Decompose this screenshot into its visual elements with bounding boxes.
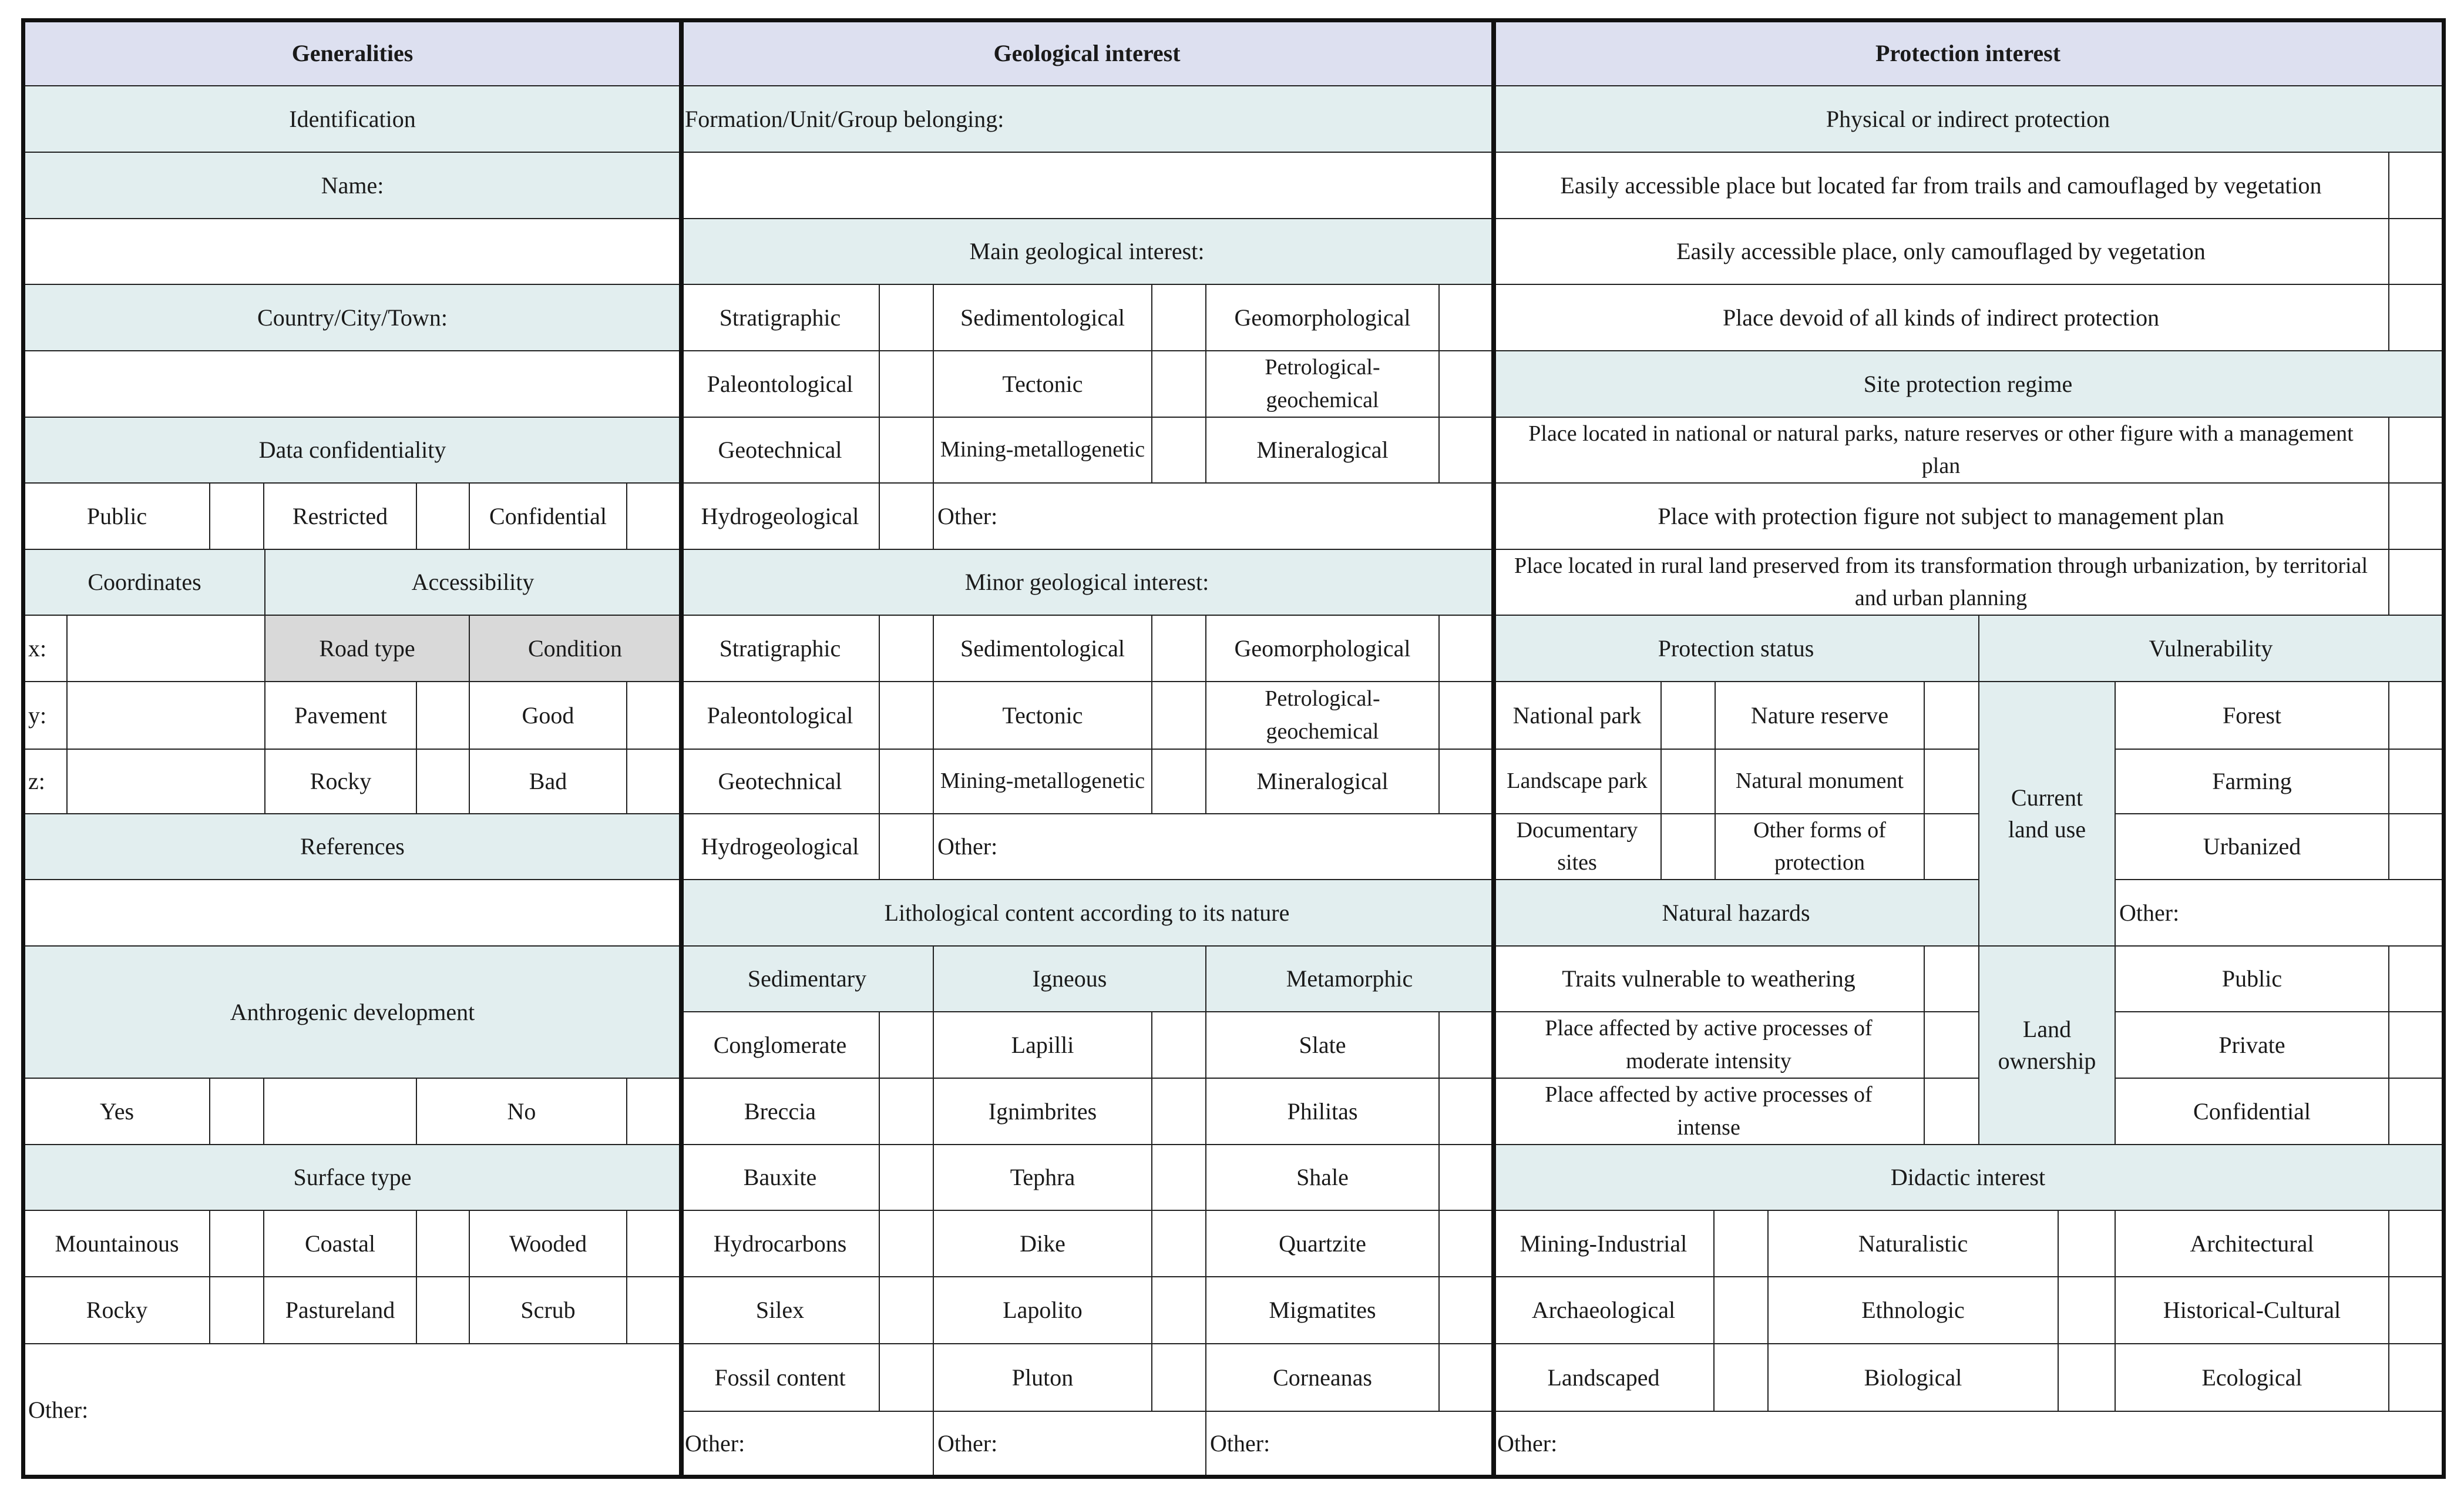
ownership-public: Public [2116,947,2389,1012]
physical-option: Easily accessible place but located far from trails and camouflaged by vegetation [1494,153,2389,219]
vulnerability-label: Vulnerability [1979,616,2443,682]
igneous-item: Tephra [934,1145,1152,1211]
checkbox-landscaped[interactable] [1715,1344,1769,1412]
checkbox-other-forms[interactable] [1925,814,1979,880]
minor-hydrogeological: Hydrogeological [681,814,880,880]
checkbox-hazard-weathering[interactable] [1925,947,1979,1012]
checkbox-metamorphic-item[interactable] [1440,1344,1494,1412]
sedimentary-other-field[interactable]: Other: [681,1412,934,1476]
metamorphic-item: Migmatites [1206,1277,1440,1344]
igneous-other-field[interactable]: Other: [934,1412,1206,1476]
didactic-biological: Biological [1769,1344,2059,1412]
checkbox-rocky-road[interactable] [417,750,470,814]
checkbox-wooded[interactable] [627,1211,681,1277]
main-interest-label: Main geological interest: [681,219,1494,285]
coord-y-label: y: [23,682,68,750]
protection-regime-label: Site protection regime [1494,351,2443,418]
ownership-private: Private [2116,1012,2389,1079]
metamorphic-header: Metamorphic [1206,947,1494,1012]
checkbox-main-mining[interactable] [1152,418,1206,484]
checkbox-physical-option[interactable] [2389,153,2443,219]
anthropogenic-label: Anthrogenic development [23,947,681,1079]
sedimentary-item: Hydrocarbons [681,1211,880,1277]
main-sedimentological: Sedimentological [934,285,1152,351]
main-paleontological: Paleontological [681,351,880,418]
surface-scrub: Scrub [470,1277,627,1344]
checkbox-metamorphic-item[interactable] [1440,1277,1494,1344]
land-use-farming: Farming [2116,750,2389,814]
igneous-item: Ignimbrites [934,1079,1152,1145]
checkbox-regime-option[interactable] [2389,418,2443,484]
minor-sedimentological: Sedimentological [934,616,1152,682]
checkbox-main-geomorphological[interactable] [1440,285,1494,351]
name-label: Name: [23,153,681,219]
checkbox-pastureland[interactable] [417,1277,470,1344]
road-rocky: Rocky [265,750,417,814]
sedimentary-item: Fossil content [681,1344,880,1412]
checkbox-minor-petrological[interactable] [1440,682,1494,750]
checkbox-sedimentary-item[interactable] [880,1277,934,1344]
checkbox-ecological[interactable] [2389,1344,2443,1412]
main-stratigraphic: Stratigraphic [681,285,880,351]
igneous-header: Igneous [934,947,1206,1012]
checkbox-metamorphic-item[interactable] [1440,1211,1494,1277]
minor-stratigraphic: Stratigraphic [681,616,880,682]
surface-other-field[interactable]: Other: [23,1344,681,1476]
country-label: Country/City/Town: [23,285,681,351]
main-geomorphological: Geomorphological [1206,285,1440,351]
checkbox-igneous-item[interactable] [1152,1277,1206,1344]
checkbox-ownership-confidential[interactable] [2389,1079,2443,1145]
sedimentary-item: Bauxite [681,1145,880,1211]
option-yes: Yes [23,1079,210,1145]
coord-y-input[interactable] [68,682,265,750]
main-tectonic: Tectonic [934,351,1152,418]
checkbox-scrub[interactable] [627,1277,681,1344]
main-other-field[interactable]: Other: [934,484,1494,550]
minor-mineralogical: Mineralogical [1206,750,1440,814]
formation-input[interactable] [681,153,1494,219]
sedimentary-item: Conglomerate [681,1012,880,1079]
condition-good: Good [470,682,627,750]
metamorphic-item: Slate [1206,1012,1440,1079]
land-ownership-label: Land ownership [1979,947,2116,1145]
checkbox-minor-geomorphological[interactable] [1440,616,1494,682]
checkbox-physical-option[interactable] [2389,219,2443,285]
surface-pastureland: Pastureland [264,1277,417,1344]
checkbox-minor-mining[interactable] [1152,750,1206,814]
checkbox-good[interactable] [627,682,681,750]
lithological-label: Lithological content according to its nature [681,880,1494,947]
main-mineralogical: Mineralogical [1206,418,1440,484]
formation-label: Formation/Unit/Group belonging: [681,86,1494,153]
checkbox-hazard-intense[interactable] [1925,1079,1979,1145]
coordinates-label: Coordinates [23,550,265,616]
land-use-forest: Forest [2116,682,2389,750]
checkbox-hazard-moderate[interactable] [1925,1012,1979,1079]
checkbox-main-tectonic[interactable] [1152,351,1206,418]
sedimentary-header: Sedimentary [681,947,934,1012]
checkbox-minor-tectonic[interactable] [1152,682,1206,750]
minor-paleontological: Paleontological [681,682,880,750]
checkbox-main-paleontological[interactable] [880,351,934,418]
surface-type-label: Surface type [23,1145,681,1211]
checkbox-metamorphic-item[interactable] [1440,1145,1494,1211]
checkbox-sedimentary-item[interactable] [880,1211,934,1277]
surface-wooded: Wooded [470,1211,627,1277]
checkbox-ownership-public[interactable] [2389,947,2443,1012]
sedimentary-item: Breccia [681,1079,880,1145]
minor-tectonic: Tectonic [934,682,1152,750]
coord-x-label: x: [23,616,68,682]
checkbox-restricted[interactable] [417,484,470,550]
checkbox-biological[interactable] [2059,1344,2116,1412]
coord-z-input[interactable] [68,750,265,814]
main-mining: Mining-metallogenetic [934,418,1152,484]
checkbox-historical-cultural[interactable] [2389,1277,2443,1344]
checkbox-minor-sedimentological[interactable] [1152,616,1206,682]
didactic-architectural: Architectural [2116,1211,2389,1277]
references-label: References [23,814,681,880]
checkbox-archaeological[interactable] [1715,1277,1769,1344]
metamorphic-item: Corneanas [1206,1344,1440,1412]
status-nature-reserve: Nature reserve [1716,682,1925,750]
didactic-archaeological: Archaeological [1494,1277,1715,1344]
didactic-ecological: Ecological [2116,1344,2389,1412]
regime-option: Place located in rural land preserved from its transformation through urbanization, by territorial and urban planning [1494,550,2389,616]
checkbox-minor-hydrogeological[interactable] [880,814,934,880]
minor-interest-label: Minor geological interest: [681,550,1494,616]
checkbox-no[interactable] [627,1079,681,1145]
coord-z-label: z: [23,750,68,814]
metamorphic-item: Philitas [1206,1079,1440,1145]
status-national-park: National park [1494,682,1662,750]
option-restricted: Restricted [264,484,417,550]
checkbox-main-geotechnical[interactable] [880,418,934,484]
checkbox-igneous-item[interactable] [1152,1211,1206,1277]
checkbox-coastal[interactable] [417,1211,470,1277]
checkbox-documentary-sites[interactable] [1662,814,1716,880]
surface-coastal: Coastal [264,1211,417,1277]
checkbox-nature-reserve[interactable] [1925,682,1979,750]
checkbox-main-stratigraphic[interactable] [880,285,934,351]
didactic-ethnologic: Ethnologic [1769,1277,2059,1344]
minor-geotechnical: Geotechnical [681,750,880,814]
checkbox-mountainous[interactable] [210,1211,264,1277]
physical-option: Easily accessible place, only camouflaged by vegetation [1494,219,2389,285]
regime-option: Place located in national or natural parks, nature reserves or other figure with a management plan [1494,418,2389,484]
igneous-item: Dike [934,1211,1152,1277]
checkbox-minor-geotechnical[interactable] [880,750,934,814]
metamorphic-other-field[interactable]: Other: [1206,1412,1494,1476]
country-input[interactable] [23,351,681,418]
protection-status-label: Protection status [1494,616,1979,682]
checkbox-igneous-item[interactable] [1152,1079,1206,1145]
metamorphic-item: Shale [1206,1145,1440,1211]
didactic-naturalistic: Naturalistic [1769,1211,2059,1277]
status-other-forms: Other forms of protection [1716,814,1925,880]
land-use-urbanized: Urbanized [2116,814,2389,880]
checkbox-forest[interactable] [2389,682,2443,750]
didactic-interest-label: Didactic interest [1494,1145,2443,1211]
checkbox-bad[interactable] [627,750,681,814]
metamorphic-item: Quartzite [1206,1211,1440,1277]
checkbox-surface-rocky[interactable] [210,1277,264,1344]
option-public: Public [23,484,210,550]
checkbox-metamorphic-item[interactable] [1440,1012,1494,1079]
references-input[interactable] [23,880,681,947]
hazard-intense: Place affected by active processes of intense [1494,1079,1925,1145]
anthropogenic-blank [264,1079,417,1145]
condition-header: Condition [470,616,681,682]
checkbox-natural-monument[interactable] [1925,750,1979,814]
checkbox-regime-option[interactable] [2389,484,2443,550]
checkbox-minor-stratigraphic[interactable] [880,616,934,682]
physical-protection-label: Physical or indirect protection [1494,86,2443,153]
didactic-mining-industrial: Mining-Industrial [1494,1211,1715,1277]
checkbox-regime-option[interactable] [2389,550,2443,616]
checkbox-yes[interactable] [210,1079,264,1145]
checkbox-ownership-private[interactable] [2389,1012,2443,1079]
checkbox-main-sedimentological[interactable] [1152,285,1206,351]
checkbox-sedimentary-item[interactable] [880,1344,934,1412]
land-use-other-field[interactable]: Other: [2116,880,2443,947]
checkbox-mining-industrial[interactable] [1715,1211,1769,1277]
hazard-moderate: Place affected by active processes of moderate intensity [1494,1012,1925,1079]
sedimentary-item: Silex [681,1277,880,1344]
checkbox-sedimentary-item[interactable] [880,1079,934,1145]
physical-option: Place devoid of all kinds of indirect protection [1494,285,2389,351]
checkbox-igneous-item[interactable] [1152,1012,1206,1079]
option-confidential: Confidential [470,484,627,550]
checkbox-sedimentary-item[interactable] [880,1145,934,1211]
surface-mountainous: Mountainous [23,1211,210,1277]
minor-geomorphological: Geomorphological [1206,616,1440,682]
checkbox-urbanized[interactable] [2389,814,2443,880]
header-protection: Protection interest [1494,21,2443,86]
coord-x-input[interactable] [68,616,265,682]
minor-other-field[interactable]: Other: [934,814,1494,880]
road-pavement: Pavement [265,682,417,750]
road-type-header: Road type [265,616,470,682]
checkbox-architectural[interactable] [2389,1211,2443,1277]
status-landscape-park: Landscape park [1494,750,1662,814]
checkbox-main-hydrogeological[interactable] [880,484,934,550]
checkbox-igneous-item[interactable] [1152,1145,1206,1211]
minor-mining: Mining-metallogenetic [934,750,1152,814]
regime-option: Place with protection figure not subject to management plan [1494,484,2389,550]
checkbox-pavement[interactable] [417,682,470,750]
checkbox-minor-paleontological[interactable] [880,682,934,750]
igneous-item: Lapolito [934,1277,1152,1344]
main-petrological: Petrological-geochemical [1206,351,1440,418]
didactic-landscaped: Landscaped [1494,1344,1715,1412]
checkbox-main-petrological[interactable] [1440,351,1494,418]
identification-label: Identification [23,86,681,153]
data-confidentiality-label: Data confidentiality [23,418,681,484]
checkbox-confidential[interactable] [627,484,681,550]
accessibility-label: Accessibility [265,550,681,616]
checkbox-igneous-item[interactable] [1152,1344,1206,1412]
checkbox-public[interactable] [210,484,264,550]
checkbox-minor-mineralogical[interactable] [1440,750,1494,814]
checkbox-naturalistic[interactable] [2059,1211,2116,1277]
status-natural-monument: Natural monument [1716,750,1925,814]
current-land-use-label: Current land use [1979,682,2116,947]
main-geotechnical: Geotechnical [681,418,880,484]
header-generalities: Generalities [23,21,681,86]
checkbox-national-park[interactable] [1662,682,1716,750]
header-geological: Geological interest [681,21,1494,86]
hazard-weathering: Traits vulnerable to weathering [1494,947,1925,1012]
checkbox-farming[interactable] [2389,750,2443,814]
option-no: No [417,1079,627,1145]
main-hydrogeological: Hydrogeological [681,484,880,550]
igneous-item: Lapilli [934,1012,1152,1079]
natural-hazards-label: Natural hazards [1494,880,1979,947]
checkbox-main-mineralogical[interactable] [1440,418,1494,484]
ownership-confidential: Confidential [2116,1079,2389,1145]
checkbox-metamorphic-item[interactable] [1440,1079,1494,1145]
checkbox-landscape-park[interactable] [1662,750,1716,814]
checkbox-ethnologic[interactable] [2059,1277,2116,1344]
didactic-other-field[interactable]: Other: [1494,1412,2443,1476]
checkbox-physical-option[interactable] [2389,285,2443,351]
status-documentary-sites: Documentary sites [1494,814,1662,880]
condition-bad: Bad [470,750,627,814]
didactic-historical-cultural: Historical-Cultural [2116,1277,2389,1344]
igneous-item: Pluton [934,1344,1152,1412]
surface-rocky: Rocky [23,1277,210,1344]
minor-petrological: Petrological-geochemical [1206,682,1440,750]
name-input[interactable] [23,219,681,285]
checkbox-sedimentary-item[interactable] [880,1012,934,1079]
